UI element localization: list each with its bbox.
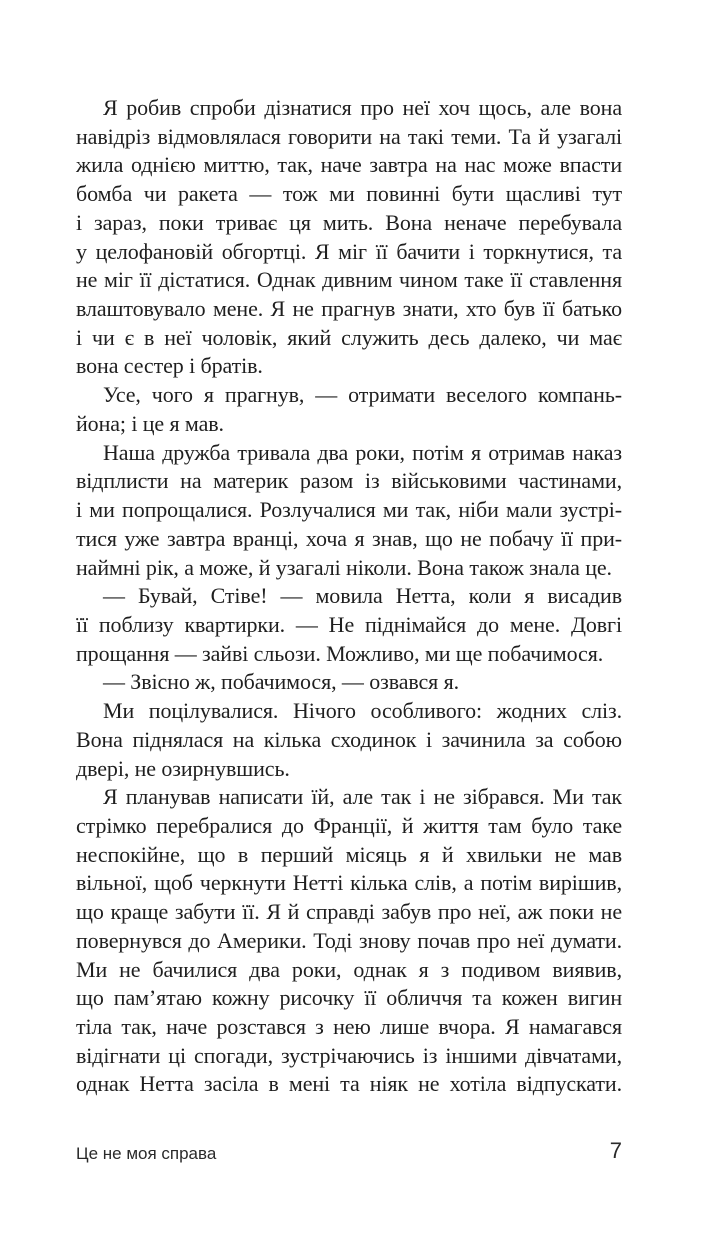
text-line: навідріз відмовлялася говорити на такі теми. Та й узагалі [76, 123, 622, 149]
text-line: влаштовувало мене. Я не прагнув знати, хто був її батько [76, 296, 622, 322]
text-line: її поблизу квартирки. — Не піднімайся до мене. Довгі [76, 611, 622, 637]
text-line: прощання — зайві сльози. Можливо, ми ще побачимося. [76, 640, 604, 666]
text-line: вона сестер і братів. [76, 353, 263, 379]
body-text [76, 94, 622, 1099]
text-line: Наша дружба тривала два роки, потім я отримав наказ [103, 439, 622, 465]
text-line: і зараз, поки триває ця мить. Вона неначе перебувала [76, 209, 622, 235]
text-line: неспокійне, що в перший місяць я й хвильки не мав [76, 841, 622, 867]
running-footer-title: Це не моя справа [76, 1144, 217, 1163]
text-line: у целофановій обгортці. Я міг її бачити і торкнутися, та [76, 238, 622, 264]
text-line: Я планував написати їй, але так і не зібрався. Ми так [103, 784, 622, 810]
text-line: вільної, щоб черкнути Нетті кілька слів, а потім вирішив, [76, 870, 622, 896]
text-line: наймні рік, а може, й узагалі ніколи. Вона також знала це. [76, 554, 612, 580]
text-line: Усе, чого я прагнув, — отримати веселого компань- [103, 382, 622, 408]
text-line: що краще забути її. Я й справді забув про неї, аж поки не [76, 899, 622, 925]
text-line: відплисти на материк разом із військовими частинами, [76, 468, 622, 494]
text-line: не міг її дістатися. Однак дивним чином таке її ставлення [76, 267, 622, 293]
text-line: жила однією миттю, так, наче завтра на нас може впасти [76, 152, 622, 178]
page-number: 7 [609, 1138, 622, 1163]
text-line: відігнати ці спогади, зустрічаючись із іншими дівчатами, [76, 1042, 622, 1068]
text-line: двері, не озирнувшись. [76, 755, 290, 781]
text-line: і чи є в неї чоловік, який служить десь далеко, чи має [76, 324, 622, 350]
text-line: Ми поцілувалися. Нічого особливого: жодних сліз. [103, 698, 622, 724]
text-line: що пам’ятаю кожну рисочку її обличчя та кожен вигин [76, 985, 622, 1011]
text-line: йона; і це я мав. [76, 410, 224, 436]
text-line: тися уже завтра вранці, хоча я знав, що не побачу її при- [76, 525, 622, 551]
text-line: повернувся до Америки. Тоді знову почав про неї думати. [76, 927, 622, 953]
text-line: Вона піднялася на кілька сходинок і зачинила за собою [76, 726, 622, 752]
text-line: — Звісно ж, побачимося, — озвався я. [103, 669, 460, 695]
text-line: і ми попрощалися. Розлучалися ми так, ніби мали зустрі- [76, 497, 622, 523]
text-line: тіла так, наче розстався з нею лише вчора. Я намагався [76, 1014, 622, 1039]
text-line: бомба чи ракета — тож ми повинні бути щасливі тут [76, 181, 622, 207]
text-line: Я робив спроби дізнатися про неї хоч щось, але вона [103, 95, 622, 120]
text-line: однак Нетта засіла в мені та ніяк не хотіла відпускати. [76, 1071, 622, 1097]
text-line: Ми не бачилися два роки, однак я з подивом виявив, [76, 956, 622, 982]
text-line: — Бувай, Стіве! — мовила Нетта, коли я висадив [103, 583, 622, 609]
text-line: стрімко перебралися до Франції, й життя там було таке [76, 812, 622, 838]
